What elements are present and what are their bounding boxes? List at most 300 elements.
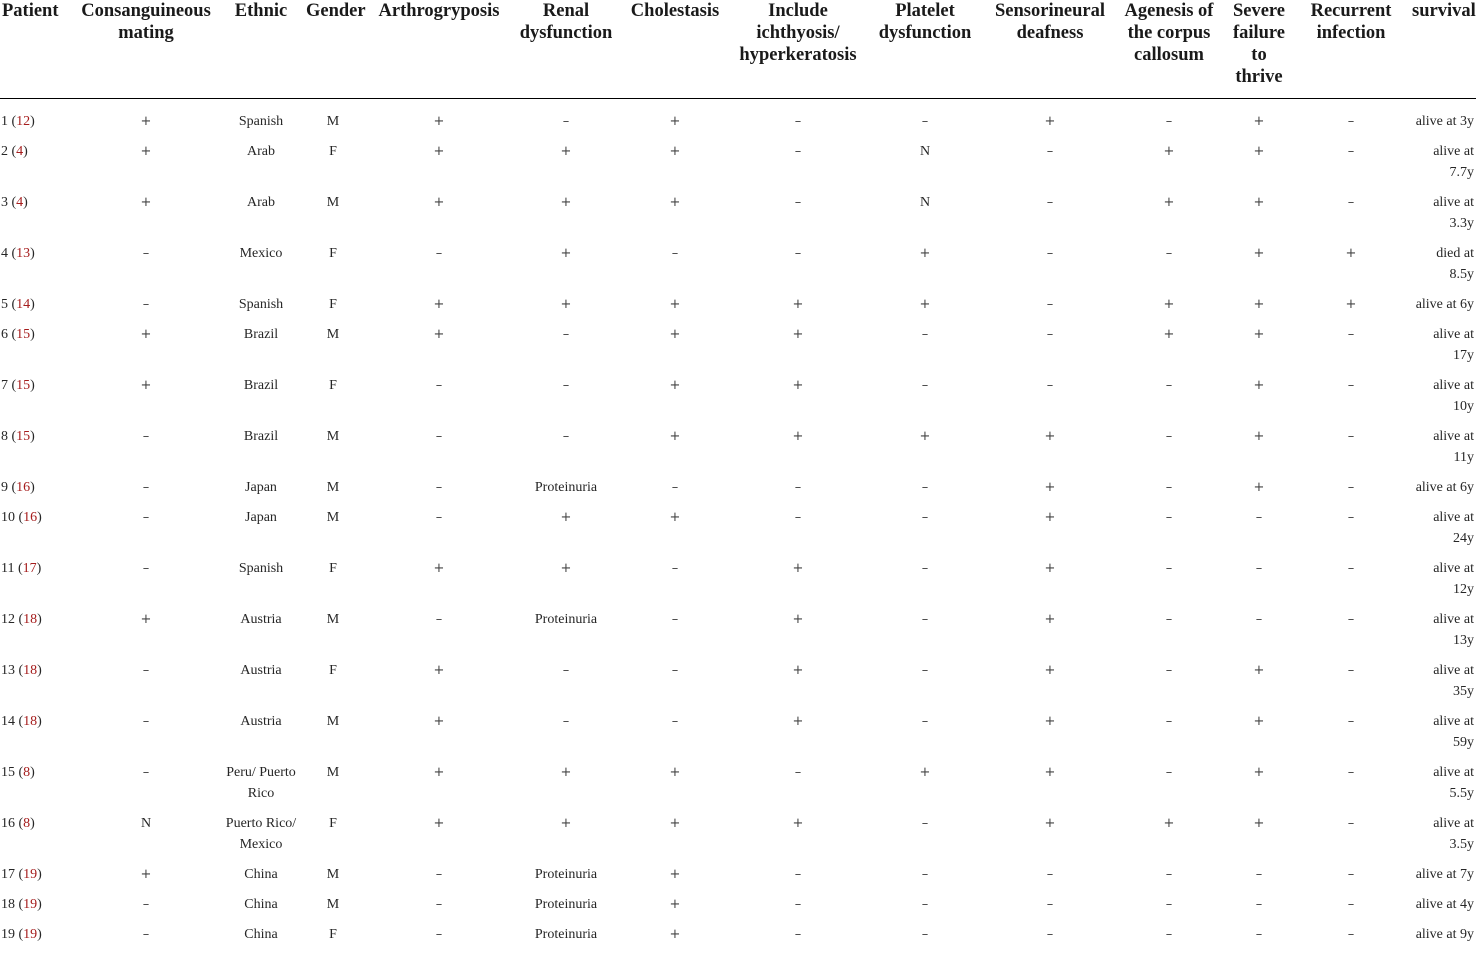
ethnic-cell: Brazil [243, 326, 279, 342]
cholestasis-cell: + [669, 815, 681, 831]
ichthyosis-cell: – [794, 509, 802, 525]
survival-cell: alive at 10y [1433, 377, 1474, 414]
failure-to-thrive-cell: + [1253, 428, 1265, 444]
col-header-arthrogryposis: Arthrogryposis [362, 0, 516, 98]
patient-cell: 14 (18) [1, 713, 42, 729]
platelet-dysfunction-cell: – [921, 896, 929, 912]
consanguineous-mating-cell: – [142, 662, 150, 678]
patient-number: 9 [1, 479, 8, 495]
consanguineous-mating-cell: – [142, 713, 150, 729]
consanguineous-mating-cell: + [140, 326, 152, 342]
patient-cell: 10 (16) [1, 509, 42, 525]
sensorineural-deafness-cell: + [1044, 479, 1056, 495]
ethnic-cell: Arab [247, 194, 275, 210]
consanguineous-mating-cell: – [142, 560, 150, 576]
reference-link[interactable]: 18 [23, 611, 38, 627]
reference-link[interactable]: 4 [16, 143, 24, 159]
patient-number: 3 [1, 194, 8, 210]
agenesis-corpus-callosum-cell: + [1163, 143, 1175, 159]
gender-cell: F [329, 926, 337, 942]
consanguineous-mating-cell: + [140, 377, 152, 393]
sensorineural-deafness-cell: + [1044, 713, 1056, 729]
renal-dysfunction-cell: – [562, 428, 570, 444]
agenesis-corpus-callosum-cell: + [1163, 194, 1175, 210]
table-row [0, 600, 1476, 651]
col-header-failure-to-thrive: Severe failure to thrive [1226, 0, 1292, 98]
arthrogryposis-cell: – [435, 479, 443, 495]
survival-cell: died at 8.5y [1436, 245, 1474, 282]
col-header-cholestasis: Cholestasis [616, 0, 734, 98]
sensorineural-deafness-cell: – [1046, 194, 1054, 210]
gender-cell: M [326, 113, 340, 129]
renal-dysfunction-cell: Proteinuria [534, 866, 598, 882]
cholestasis-cell: – [671, 662, 679, 678]
arthrogryposis-cell: + [433, 764, 445, 780]
agenesis-corpus-callosum-cell: – [1165, 245, 1173, 261]
cholestasis-cell: + [669, 377, 681, 393]
consanguineous-mating-cell: + [140, 143, 152, 159]
renal-dysfunction-cell: – [562, 713, 570, 729]
sensorineural-deafness-cell: + [1044, 764, 1056, 780]
arthrogryposis-cell: + [433, 815, 445, 831]
patient-cell: 16 (8) [1, 815, 35, 831]
patient-cell: 2 (4) [1, 143, 28, 159]
consanguineous-mating-cell: – [142, 428, 150, 444]
reference-link[interactable]: 4 [16, 194, 24, 210]
col-header-survival: survival [1410, 0, 1476, 98]
platelet-dysfunction-cell: – [921, 113, 929, 129]
renal-dysfunction-cell: + [560, 815, 572, 831]
agenesis-corpus-callosum-cell: – [1165, 926, 1173, 942]
platelet-dysfunction-cell: – [921, 662, 929, 678]
failure-to-thrive-cell: + [1253, 764, 1265, 780]
col-header-patient: Patient [0, 0, 74, 98]
platelet-dysfunction-cell: – [921, 713, 929, 729]
survival-cell: alive at 6y [1415, 296, 1474, 312]
table-row [0, 183, 1476, 234]
patient-number: 8 [1, 428, 8, 444]
reference-link[interactable]: 19 [23, 866, 38, 882]
cholestasis-cell: + [669, 113, 681, 129]
renal-dysfunction-cell: – [562, 377, 570, 393]
patient-number: 17 [1, 866, 15, 882]
recurrent-infection-cell: – [1347, 926, 1355, 942]
consanguineous-mating-cell: + [140, 611, 152, 627]
ethnic-cell: Puerto Rico/ Mexico [225, 815, 297, 852]
cholestasis-cell: + [669, 296, 681, 312]
table-row [0, 234, 1476, 285]
survival-cell: alive at 35y [1433, 662, 1474, 699]
renal-dysfunction-cell: – [562, 326, 570, 342]
gender-cell: M [326, 479, 340, 495]
failure-to-thrive-cell: + [1253, 662, 1265, 678]
consanguineous-mating-cell: – [142, 896, 150, 912]
recurrent-infection-cell: – [1347, 479, 1355, 495]
ichthyosis-cell: + [792, 611, 804, 627]
arthrogryposis-cell: + [433, 296, 445, 312]
sensorineural-deafness-cell: + [1044, 662, 1056, 678]
sensorineural-deafness-cell: + [1044, 428, 1056, 444]
ichthyosis-cell: + [792, 326, 804, 342]
arthrogryposis-cell: – [435, 866, 443, 882]
patient-number: 4 [1, 245, 8, 261]
platelet-dysfunction-cell: – [921, 509, 929, 525]
platelet-dysfunction-cell: – [921, 479, 929, 495]
agenesis-corpus-callosum-cell: – [1165, 113, 1173, 129]
recurrent-infection-cell: + [1345, 245, 1357, 261]
reference-link[interactable]: 15 [16, 428, 31, 444]
reference-link[interactable]: 15 [16, 326, 31, 342]
reference-link[interactable]: 16 [23, 509, 38, 525]
cholestasis-cell: + [669, 926, 681, 942]
consanguineous-mating-cell: – [142, 764, 150, 780]
reference-link[interactable]: 12 [16, 113, 31, 129]
patient-number: 14 [1, 713, 15, 729]
gender-cell: F [329, 143, 337, 159]
col-header-gender: Gender [304, 0, 362, 98]
agenesis-corpus-callosum-cell: – [1165, 509, 1173, 525]
gender-cell: F [329, 662, 337, 678]
ethnic-cell: Austria [240, 611, 282, 627]
cholestasis-cell: + [669, 509, 681, 525]
recurrent-infection-cell: – [1347, 509, 1355, 525]
table-row [0, 855, 1476, 885]
ichthyosis-cell: – [794, 896, 802, 912]
patient-number: 1 [1, 113, 8, 129]
recurrent-infection-cell: – [1347, 764, 1355, 780]
patient-number: 16 [1, 815, 15, 831]
arthrogryposis-cell: + [433, 713, 445, 729]
agenesis-corpus-callosum-cell: – [1165, 896, 1173, 912]
arthrogryposis-cell: – [435, 245, 443, 261]
renal-dysfunction-cell: Proteinuria [534, 896, 598, 912]
table-row [0, 702, 1476, 753]
renal-dysfunction-cell: – [562, 662, 570, 678]
platelet-dysfunction-cell: + [919, 245, 931, 261]
platelet-dysfunction-cell: + [919, 296, 931, 312]
patient-cell: 11 (17) [1, 560, 42, 576]
recurrent-infection-cell: – [1347, 866, 1355, 882]
ichthyosis-cell: – [794, 245, 802, 261]
survival-cell: alive at 17y [1433, 326, 1474, 363]
ethnic-cell: Peru/ Puerto Rico [226, 764, 296, 801]
survival-cell: alive at 3y [1415, 113, 1474, 129]
table-row [0, 498, 1476, 549]
ichthyosis-cell: + [792, 815, 804, 831]
recurrent-infection-cell: – [1347, 143, 1355, 159]
reference-link[interactable]: 15 [16, 377, 31, 393]
arthrogryposis-cell: – [435, 896, 443, 912]
ethnic-cell: Spanish [238, 296, 284, 312]
reference-link[interactable]: 19 [23, 896, 38, 912]
renal-dysfunction-cell: + [560, 560, 572, 576]
patient-cell: 15 (8) [1, 764, 35, 780]
patient-cell: 6 (15) [1, 326, 35, 342]
arthrogryposis-cell: + [433, 113, 445, 129]
platelet-dysfunction-cell: – [921, 326, 929, 342]
sensorineural-deafness-cell: + [1044, 113, 1056, 129]
cholestasis-cell: – [671, 245, 679, 261]
recurrent-infection-cell: + [1345, 296, 1357, 312]
ichthyosis-cell: + [792, 428, 804, 444]
failure-to-thrive-cell: + [1253, 479, 1265, 495]
ethnic-cell: Brazil [243, 428, 279, 444]
ethnic-cell: Austria [240, 713, 282, 729]
col-header-renal-dysfunction: Renal dysfunction [516, 0, 616, 98]
patient-cell: 1 (12) [1, 113, 35, 129]
recurrent-infection-cell: – [1347, 377, 1355, 393]
platelet-dysfunction-cell: N [919, 143, 931, 159]
gender-cell: F [329, 296, 337, 312]
survival-cell: alive at 24y [1433, 509, 1474, 546]
col-header-agenesis-corpus-callosum: Agenesis of the corpus callosum [1112, 0, 1226, 98]
failure-to-thrive-cell: – [1255, 866, 1263, 882]
cholestasis-cell: + [669, 866, 681, 882]
table-row [0, 417, 1476, 468]
recurrent-infection-cell: – [1347, 326, 1355, 342]
platelet-dysfunction-cell: – [921, 866, 929, 882]
survival-cell: alive at 3.3y [1433, 194, 1474, 231]
survival-cell: alive at 59y [1433, 713, 1474, 750]
gender-cell: M [326, 611, 340, 627]
sensorineural-deafness-cell: – [1046, 926, 1054, 942]
reference-link[interactable]: 8 [23, 815, 31, 831]
reference-link[interactable]: 13 [16, 245, 31, 261]
sensorineural-deafness-cell: + [1044, 560, 1056, 576]
survival-cell: alive at 12y [1433, 560, 1474, 597]
reference-link[interactable]: 17 [22, 560, 37, 576]
ethnic-cell: China [244, 866, 278, 882]
survival-cell: alive at 11y [1433, 428, 1474, 465]
survival-cell: alive at 9y [1415, 926, 1474, 942]
table-row [0, 366, 1476, 417]
patient-cell: 7 (15) [1, 377, 35, 393]
sensorineural-deafness-cell: – [1046, 143, 1054, 159]
ichthyosis-cell: + [792, 296, 804, 312]
ethnic-cell: Brazil [243, 377, 279, 393]
cholestasis-cell: + [669, 764, 681, 780]
survival-cell: alive at 3.5y [1433, 815, 1474, 852]
cholestasis-cell: + [669, 326, 681, 342]
recurrent-infection-cell: – [1347, 713, 1355, 729]
arthrogryposis-cell: + [433, 194, 445, 210]
table-row [0, 885, 1476, 915]
recurrent-infection-cell: – [1347, 194, 1355, 210]
table-header-row [0, 0, 1476, 98]
platelet-dysfunction-cell: – [921, 377, 929, 393]
sensorineural-deafness-cell: + [1044, 509, 1056, 525]
platelet-dysfunction-cell: – [921, 560, 929, 576]
agenesis-corpus-callosum-cell: + [1163, 296, 1175, 312]
reference-link[interactable]: 16 [16, 479, 31, 495]
renal-dysfunction-cell: + [560, 194, 572, 210]
cholestasis-cell: – [671, 479, 679, 495]
cholestasis-cell: + [669, 428, 681, 444]
ethnic-cell: China [244, 926, 278, 942]
patient-number: 18 [1, 896, 15, 912]
patient-cell: 18 (19) [1, 896, 42, 912]
ethnic-cell: Mexico [239, 245, 283, 261]
consanguineous-mating-cell: + [140, 866, 152, 882]
recurrent-infection-cell: – [1347, 113, 1355, 129]
arthrogryposis-cell: + [433, 326, 445, 342]
agenesis-corpus-callosum-cell: – [1165, 479, 1173, 495]
ichthyosis-cell: – [794, 926, 802, 942]
consanguineous-mating-cell: – [142, 509, 150, 525]
cholestasis-cell: + [669, 896, 681, 912]
cholestasis-cell: – [671, 611, 679, 627]
survival-cell: alive at 7.7y [1433, 143, 1474, 180]
reference-link[interactable]: 19 [23, 926, 38, 942]
arthrogryposis-cell: – [435, 428, 443, 444]
ethnic-cell: Japan [245, 479, 277, 495]
sensorineural-deafness-cell: + [1044, 611, 1056, 627]
ichthyosis-cell: + [792, 713, 804, 729]
ethnic-cell: China [244, 896, 278, 912]
consanguineous-mating-cell: + [140, 194, 152, 210]
renal-dysfunction-cell: – [562, 113, 570, 129]
consanguineous-mating-cell: – [142, 926, 150, 942]
ethnic-cell: Austria [240, 662, 282, 678]
failure-to-thrive-cell: + [1253, 194, 1265, 210]
reference-link[interactable]: 18 [23, 713, 38, 729]
survival-cell: alive at 5.5y [1433, 764, 1474, 801]
patient-number: 5 [1, 296, 8, 312]
sensorineural-deafness-cell: – [1046, 896, 1054, 912]
patient-cell: 9 (16) [1, 479, 35, 495]
failure-to-thrive-cell: + [1253, 815, 1265, 831]
agenesis-corpus-callosum-cell: – [1165, 560, 1173, 576]
arthrogryposis-cell: – [435, 377, 443, 393]
failure-to-thrive-cell: – [1255, 611, 1263, 627]
cholestasis-cell: + [669, 143, 681, 159]
failure-to-thrive-cell: + [1253, 143, 1265, 159]
gender-cell: F [329, 815, 337, 831]
patient-cell: 4 (13) [1, 245, 35, 261]
col-header-consanguineous-mating: Consanguineous mating [74, 0, 218, 98]
table-body [0, 98, 1476, 945]
agenesis-corpus-callosum-cell: – [1165, 611, 1173, 627]
sensorineural-deafness-cell: – [1046, 326, 1054, 342]
sensorineural-deafness-cell: – [1046, 245, 1054, 261]
failure-to-thrive-cell: + [1253, 713, 1265, 729]
patient-number: 13 [1, 662, 15, 678]
patient-cell: 8 (15) [1, 428, 35, 444]
failure-to-thrive-cell: + [1253, 377, 1265, 393]
agenesis-corpus-callosum-cell: – [1165, 662, 1173, 678]
sensorineural-deafness-cell: – [1046, 866, 1054, 882]
ichthyosis-cell: + [792, 377, 804, 393]
recurrent-infection-cell: – [1347, 428, 1355, 444]
col-header-ichthyosis: Include ichthyosis/ hyperkeratosis [734, 0, 862, 98]
consanguineous-mating-cell: – [142, 245, 150, 261]
recurrent-infection-cell: – [1347, 815, 1355, 831]
arthrogryposis-cell: – [435, 509, 443, 525]
gender-cell: M [326, 764, 340, 780]
agenesis-corpus-callosum-cell: – [1165, 713, 1173, 729]
table-row [0, 132, 1476, 183]
patient-cell: 5 (14) [1, 296, 35, 312]
reference-link[interactable]: 14 [16, 296, 31, 312]
patient-number: 2 [1, 143, 8, 159]
platelet-dysfunction-cell: N [919, 194, 931, 210]
platelet-dysfunction-cell: – [921, 926, 929, 942]
table-row [0, 804, 1476, 855]
patient-number: 7 [1, 377, 8, 393]
platelet-dysfunction-cell: + [919, 428, 931, 444]
sensorineural-deafness-cell: – [1046, 377, 1054, 393]
agenesis-corpus-callosum-cell: – [1165, 866, 1173, 882]
consanguineous-mating-cell: + [140, 113, 152, 129]
ethnic-cell: Japan [245, 509, 277, 525]
renal-dysfunction-cell: + [560, 509, 572, 525]
ethnic-cell: Spanish [238, 560, 284, 576]
patient-number: 11 [1, 560, 15, 576]
arthrogryposis-cell: – [435, 926, 443, 942]
agenesis-corpus-callosum-cell: + [1163, 815, 1175, 831]
survival-cell: alive at 13y [1433, 611, 1474, 648]
col-header-sensorineural-deafness: Sensorineural deafness [988, 0, 1112, 98]
recurrent-infection-cell: – [1347, 611, 1355, 627]
recurrent-infection-cell: – [1347, 560, 1355, 576]
ichthyosis-cell: – [794, 764, 802, 780]
renal-dysfunction-cell: Proteinuria [534, 611, 598, 627]
agenesis-corpus-callosum-cell: + [1163, 326, 1175, 342]
failure-to-thrive-cell: + [1253, 326, 1265, 342]
renal-dysfunction-cell: + [560, 296, 572, 312]
table-row [0, 549, 1476, 600]
reference-link[interactable]: 18 [23, 662, 38, 678]
patient-cell: 19 (19) [1, 926, 42, 942]
patient-cell: 3 (4) [1, 194, 28, 210]
consanguineous-mating-cell: – [142, 479, 150, 495]
gender-cell: M [326, 194, 340, 210]
table-row [0, 915, 1476, 945]
gender-cell: M [326, 896, 340, 912]
platelet-dysfunction-cell: + [919, 764, 931, 780]
ichthyosis-cell: + [792, 662, 804, 678]
renal-dysfunction-cell: + [560, 143, 572, 159]
agenesis-corpus-callosum-cell: – [1165, 764, 1173, 780]
ichthyosis-cell: – [794, 143, 802, 159]
table-row [0, 98, 1476, 132]
failure-to-thrive-cell: – [1255, 509, 1263, 525]
patient-cell: 17 (19) [1, 866, 42, 882]
survival-cell: alive at 4y [1415, 896, 1474, 912]
survival-cell: alive at 6y [1415, 479, 1474, 495]
failure-to-thrive-cell: + [1253, 296, 1265, 312]
sensorineural-deafness-cell: + [1044, 815, 1056, 831]
arthrogryposis-cell: + [433, 560, 445, 576]
ichthyosis-cell: – [794, 194, 802, 210]
ichthyosis-cell: – [794, 113, 802, 129]
platelet-dysfunction-cell: – [921, 815, 929, 831]
consanguineous-mating-cell: – [142, 296, 150, 312]
renal-dysfunction-cell: + [560, 764, 572, 780]
table-row [0, 753, 1476, 804]
col-header-platelet-dysfunction: Platelet dysfunction [862, 0, 988, 98]
failure-to-thrive-cell: – [1255, 926, 1263, 942]
cholestasis-cell: – [671, 713, 679, 729]
ichthyosis-cell: – [794, 479, 802, 495]
survival-cell: alive at 7y [1415, 866, 1474, 882]
reference-link[interactable]: 8 [23, 764, 31, 780]
patient-number: 10 [1, 509, 15, 525]
ichthyosis-cell: + [792, 560, 804, 576]
patient-cell: 13 (18) [1, 662, 42, 678]
recurrent-infection-cell: – [1347, 662, 1355, 678]
table-row [0, 315, 1476, 366]
